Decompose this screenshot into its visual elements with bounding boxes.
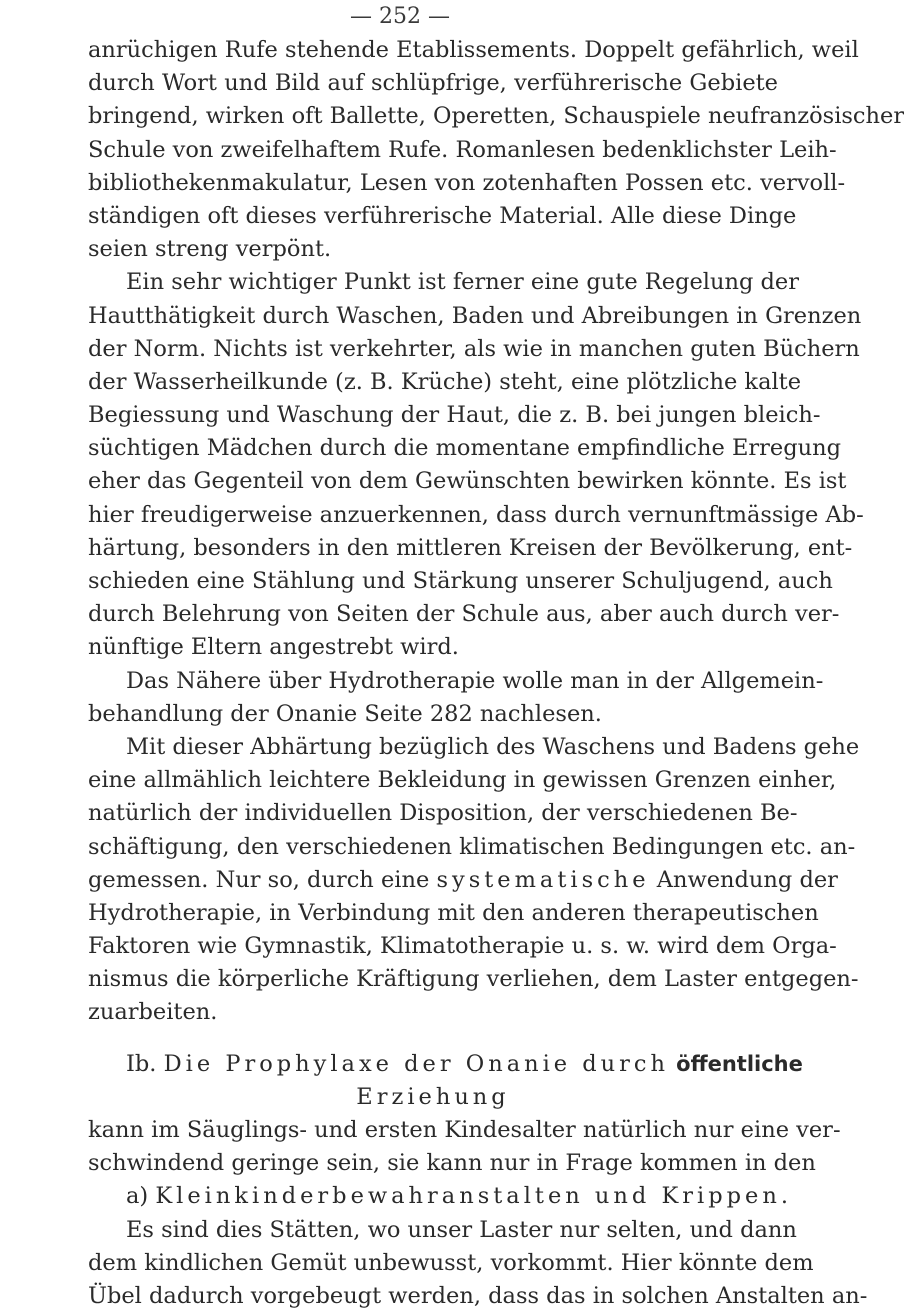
text-line: der Wasserheilkunde (z. B. Krüche) steht, eine plötzliche kalte [88,368,802,395]
text-line: schieden eine Stählung und Stärkung unserer Schuljugend, auch [88,568,833,594]
section-heading-line [88,1048,803,1081]
subheading-line [88,1180,792,1213]
text-line: Schule von zweifelhaftem Rufe. Romanlesen bedenklichster Leih- [88,136,837,163]
text-line: dem kindlichen Gemüt unbewusst, vorkommt. Hier könnte dem [88,1249,814,1276]
text-line: härtung, besonders in den mittleren Kreisen der Bevölkerung, ent- [88,534,853,561]
section-title-bold: öffentliche [676,1051,803,1076]
text-line: der Norm. Nichts ist verkehrter, als wie in manchen guten Büchern [88,335,860,362]
page-number: — 252 — [350,4,450,29]
subheading [88,1180,792,1213]
text-line: schwindend geringe sein, sie kann nur in Frage kommen in den [88,1150,816,1177]
text-line-with-emphasis [88,864,838,897]
text-line: bringend, wirken oft Ballette, Operetten, Schauspiele neufranzösischer [88,103,904,130]
section-heading [88,1048,803,1114]
emphasized-word: systematische [436,866,650,893]
paragraph [88,1214,868,1313]
text-line: nismus die körperliche Kräftigung verliehen, dem Laster entgegen- [88,966,859,993]
text-line: Es sind dies Stätten, wo unser Laster nur selten, und dann [126,1216,797,1243]
text-line: ständigen oft dieses verführerische Material. Alle diese Dinge [88,202,797,229]
paragraph [88,1114,841,1180]
text-line: zuarbeiten. [88,999,218,1026]
text-line: Hydrotherapie, in Verbindung mit den anderen therapeutischen [88,899,819,926]
text-line: schäftigung, den verschiedenen klimatischen Bedingungen etc. an- [88,833,856,860]
text-segment: gemessen. Nur so, durch eine [88,866,430,893]
section-title-spaced: Die Prophylaxe der Onanie durch [163,1050,669,1077]
paragraph [88,665,824,731]
paragraph [88,34,904,266]
section-number: Ib. [126,1050,157,1077]
text-line: Begiessung und Waschung der Haut, die z. B. bei jungen bleich- [88,402,821,429]
text-line: bibliothekenmakulatur, Lesen von zotenhaften Possen etc. vervoll- [88,169,846,196]
text-segment: Anwendung der [656,866,838,893]
section-title-line2: Erziehung [356,1083,510,1110]
text-line: Mit dieser Abhärtung bezüglich des Waschens und Badens gehe [126,733,860,760]
text-line: nünftige Eltern angestrebt wird. [88,634,459,661]
section-gap [88,1030,778,1048]
text-line: behandlung der Onanie Seite 282 nachlesen. [88,700,602,727]
text-line: Faktoren wie Gymnastik, Klimatotherapie u. s. w. wird dem Orga- [88,933,837,960]
text-line: Das Nähere über Hydrotherapie wolle man in der Allgemein- [126,667,824,694]
text-line: anrüchigen Rufe stehende Etablissements. Doppelt gefährlich, weil [88,37,859,63]
text-line: Übel dadurch vorgebeugt werden, dass das in solchen Anstalten an- [88,1282,868,1309]
text-line: süchtigen Mädchen durch die momentane empfindliche Erregung [88,435,841,462]
text-line: seien streng verpönt. [88,236,332,263]
text-line: natürlich der individuellen Disposition, der verschiedenen Be- [88,800,798,827]
text-line: eher das Gegenteil von dem Gewünschten bewirken könnte. Es ist [88,468,847,495]
subheading-label: a) [126,1183,149,1210]
paragraph [88,266,864,664]
text-line: Ein sehr wichtiger Punkt ist ferner eine gute Regelung der [126,269,799,296]
text-line: hier freudigerweise anzuerkennen, dass durch vernunftmässige Ab- [88,501,864,528]
text-line: eine allmählich leichtere Bekleidung in gewissen Grenzen einher, [88,767,837,794]
text-line: durch Wort und Bild auf schlüpfrige, verführerische Gebiete [88,70,778,97]
body-text [88,34,904,1313]
subheading-title: Kleinkinderbewahranstalten und Krippen. [155,1183,792,1210]
text-line: kann im Säuglings- und ersten Kindesalter natürlich nur eine ver- [88,1117,841,1143]
text-line: Hautthätigkeit durch Waschen, Baden und Abreibungen in Grenzen [88,302,862,329]
text-line: durch Belehrung von Seiten der Schule aus, aber auch durch ver- [88,601,840,628]
paragraph [88,731,860,1030]
